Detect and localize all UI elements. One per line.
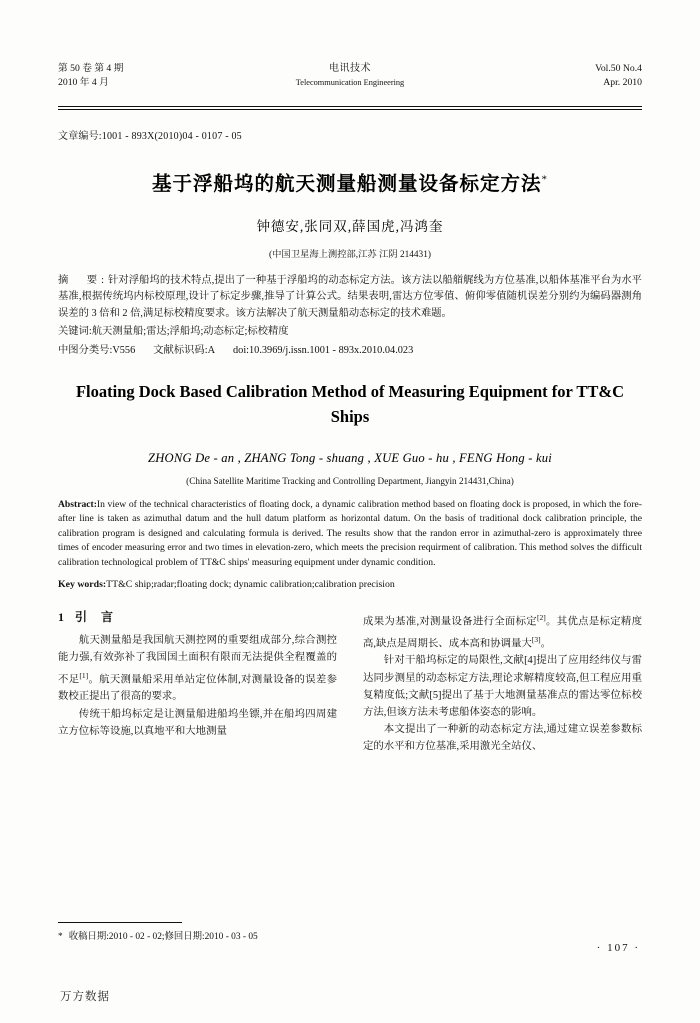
body-columns: [58, 609, 642, 756]
paragraph: 成果为基准,对测量设备进行全面标定[2]。其优点是标定精度高,缺点是周期长、成本高和协调量大[3]。: [363, 613, 642, 650]
article-number: 文章编号:1001 - 893X(2010)04 - 0107 - 05: [58, 131, 242, 142]
header-divider: [58, 106, 642, 110]
authors-en: ZHONG De - an , ZHANG Tong - shuang , XUE Guo - hu , FENG Hong - kui: [148, 451, 552, 466]
keywords-en: [58, 579, 642, 590]
abstract-cn: [58, 273, 642, 322]
keywords-en-text: TT&C ship;radar;floating dock; dynamic calibration;calibration precision: [106, 579, 395, 591]
running-head: [58, 62, 642, 104]
page-number: · 107 ·: [596, 942, 640, 954]
date-en: Apr. 2010: [603, 77, 642, 88]
volume-issue-cn: 第 50 卷 第 4 期: [58, 63, 124, 74]
column-left: [58, 609, 337, 756]
page-title: [58, 168, 642, 196]
reference-marker: [3]: [531, 634, 541, 644]
watermark: 万方数据: [60, 991, 110, 1003]
paragraph: 航天测量船是我国航天测控网的重要组成部分,综合测控能力强,有效弥补了我国国土面积有限而无法提供全程覆盖的不足[1]。航天测量船采用单站定位体制,对测量设备的误差参数校正提出了很高的要求。: [58, 635, 337, 703]
running-head-right: [595, 62, 642, 90]
footnote-marker: *: [58, 932, 63, 942]
keywords-cn: 关键词:航天测量船;雷达;浮船坞;动态标定;标校精度: [58, 326, 289, 338]
document-code: 文献标识码:A: [153, 344, 216, 356]
affiliation-en: (China Satellite Maritime Tracking and Controlling Department, Jiangyin 214431,China): [186, 476, 514, 487]
title-footnote-marker: *: [541, 173, 548, 186]
reference-marker: [1]: [79, 670, 89, 680]
section-heading: [58, 609, 337, 626]
footnote-text: 收稿日期:2010 - 02 - 02;修回日期:2010 - 03 - 05: [68, 932, 258, 942]
column-right: [363, 609, 642, 756]
footnote: [58, 922, 337, 942]
classification-line: [58, 343, 642, 359]
journal-title-en: Telecommunication Engineering: [295, 78, 405, 87]
paragraph: 针对干船坞标定的局限性,文献[4]提出了应用经纬仪与雷达同步测星的动态标定方法,理论求解精度较高,但工程应用重复精度低;文献[5]提出了基于大地测量基准点的雷达零位标校方法,但该方法未考虑船体姿态的影响。: [363, 655, 642, 719]
keywords-en-label: Key words:: [58, 579, 107, 591]
running-head-center: [58, 62, 642, 90]
journal-title-cn: 电讯技术: [329, 63, 371, 74]
title-cn-text: 基于浮船坞的航天测量船测量设备标定方法: [151, 174, 542, 195]
abstract-cn-text: 针对浮船坞的技术特点,提出了一种基于浮船坞的动态标定方法。该方法以船艏艉线为方位基准,以船体基准平台为水平基准,根据传统坞内标校原理,设计了标定步骤,推导了计算公式。结果表明,雷达方位零值、俯仰零值随机误差分别约为编码器测角误差的 3 倍和 2 倍,满足标校精度要求。该方法解决了航天测量船动态标定的技术难题。: [58, 275, 642, 319]
authors-cn: 钟德安,张同双,薛国虎,冯鸿奎: [256, 219, 444, 234]
abstract-en-label: Abstract:: [58, 499, 97, 511]
footnote-line: [58, 928, 337, 942]
title-en: Floating Dock Based Calibration Method of Measuring Equipment for TT&C Ships: [75, 382, 625, 427]
affiliation-cn: (中国卫星海上测控部,江苏 江阴 214431): [269, 250, 431, 260]
section-title: 引 言: [75, 610, 115, 625]
abstract-cn-label: 摘 要:: [58, 275, 108, 286]
footnote-divider: [58, 922, 182, 923]
volume-issue-en: Vol.50 No.4: [595, 63, 642, 74]
section-number: 1: [58, 610, 65, 625]
paragraph: 传统干船坞标定是让测量船进船坞坐镖,并在船坞四周建立方位标等设施,以真地平和大地测量: [58, 708, 337, 737]
abstract-en: [58, 498, 642, 570]
date-cn: 2010 年 4 月: [58, 77, 109, 88]
reference-marker: [2]: [537, 613, 546, 623]
abstract-en-text: In view of the technical characteristics of floating dock, a dynamic calibration method based on floating dock is proposed, in which the fore-after line is taken as azimuthal datum and the hull datum platform as horizontal datum. On the basis of traditional dock calibration principle, the calibration program is designed and calculating formula is derived. The results show that the randon error in azimuthal-zero is approximately three times of encoder measuring error and two times in elevation-zero, which meets the precision requirment of calibration. This method solves the difficult calibration technological problem of TT&C ships' measuring equipment under dynamic condition.: [58, 499, 642, 568]
page-content: [58, 62, 642, 756]
paragraph: 本文提出了一种新的动态标定方法,通过建立误差参数标定的水平和方位基准,采用激光全站仪、: [363, 724, 642, 753]
doi: doi:10.3969/j.issn.1001 - 893x.2010.04.023: [233, 344, 414, 356]
clc-number: 中图分类号:V556: [58, 344, 136, 356]
